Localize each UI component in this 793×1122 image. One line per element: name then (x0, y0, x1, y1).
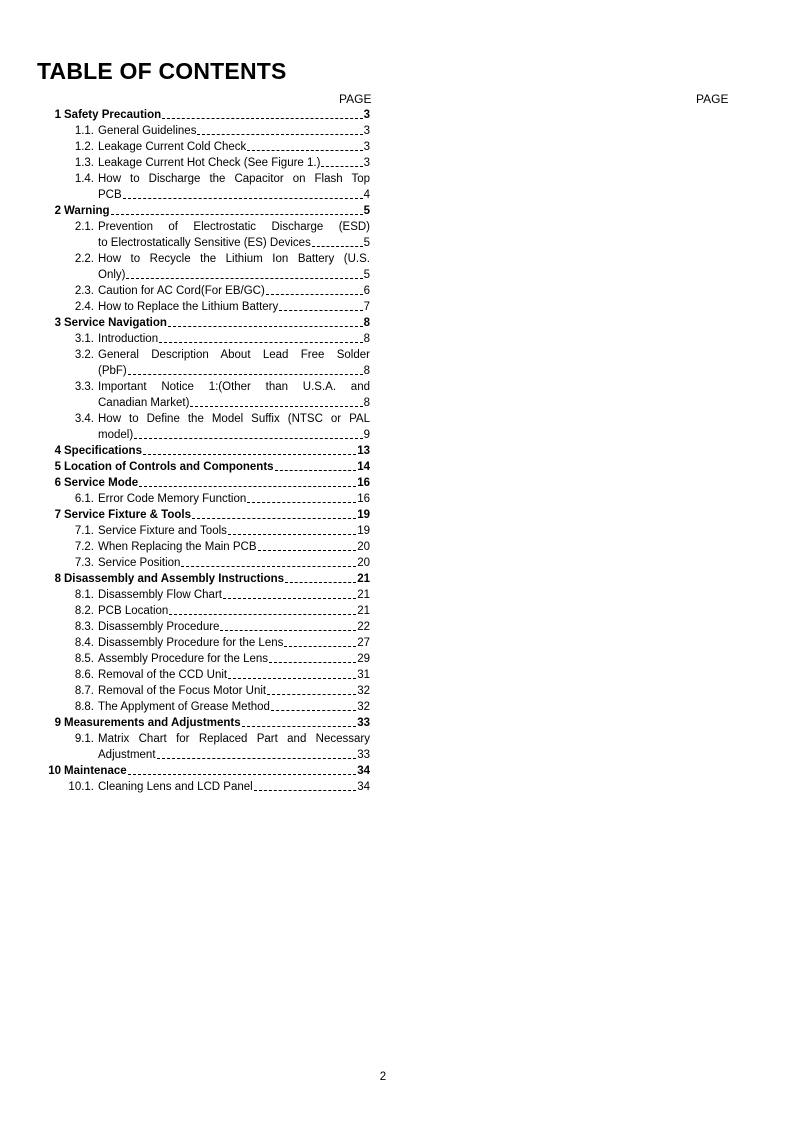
dot-leader (192, 507, 356, 519)
toc-subsection[interactable] (0, 523, 400, 539)
toc-subsection[interactable] (0, 123, 400, 139)
toc-entry-text (64, 571, 370, 587)
page-column-label-right: PAGE (696, 92, 729, 106)
toc-section[interactable] (0, 715, 400, 731)
toc-subsection[interactable] (0, 731, 400, 747)
toc-entry-number: 10.1. (68, 781, 94, 793)
toc-subsection[interactable] (0, 635, 400, 651)
toc-entry-number: 2.3. (74, 285, 94, 297)
dot-leader (247, 139, 362, 151)
toc-page-number: 5 (363, 269, 370, 281)
toc-entry-text (64, 443, 370, 459)
toc-entry-continuation[interactable] (0, 187, 400, 203)
dot-leader (139, 475, 356, 487)
toc-section[interactable] (0, 315, 400, 331)
dot-leader (197, 123, 362, 135)
dot-leader (269, 651, 356, 663)
dot-leader (190, 395, 362, 407)
toc-section[interactable] (0, 443, 400, 459)
toc-entry-label: The Applyment of Grease Method (98, 701, 270, 713)
toc-page-number: 21 (357, 589, 370, 601)
toc-page-number: 19 (357, 509, 370, 521)
toc-page-number: 16 (357, 493, 370, 505)
toc-entry-number: 7.3. (74, 557, 94, 569)
page-number: 2 (379, 1071, 387, 1083)
toc-entry-number: 2 (54, 205, 61, 217)
toc-entry-number: 2.2. (74, 253, 94, 265)
toc-section[interactable] (0, 107, 400, 123)
toc-entry-number: 10 (48, 765, 61, 777)
toc-entry-text (98, 299, 370, 315)
toc-subsection[interactable] (0, 779, 400, 795)
toc-entry-number: 8.7. (74, 685, 94, 697)
toc-entry-text (64, 459, 370, 475)
toc-subsection[interactable] (0, 587, 400, 603)
toc-entry-label: General Description About Lead Free Solder (98, 349, 370, 361)
toc-entry-label: Assembly Procedure for the Lens (98, 653, 269, 665)
toc-entry-continuation[interactable] (0, 427, 400, 443)
toc-subsection[interactable] (0, 603, 400, 619)
toc-page-number: 33 (357, 749, 370, 761)
toc-entry-text (98, 539, 370, 555)
toc-entry-label: How to Discharge the Capacitor on Flash Top (98, 173, 370, 185)
toc-subsection[interactable] (0, 331, 400, 347)
toc-entry-continuation[interactable] (0, 363, 400, 379)
toc-entry-number: 5 (54, 461, 61, 473)
dot-leader (275, 459, 357, 471)
page-title: TABLE OF CONTENTS (37, 58, 287, 84)
toc-entry-label: How to Recycle the Lithium Ion Battery (U.S. (98, 253, 370, 265)
toc-entry-label: Disassembly Procedure (98, 621, 220, 633)
toc-entry-label: Removal of the Focus Motor Unit (98, 685, 267, 697)
toc-entry-label: Service Position (98, 557, 181, 569)
toc-subsection[interactable] (0, 619, 400, 635)
toc-entry-text (64, 203, 370, 219)
toc-entry-label: Caution for AC Cord(For EB/GC) (98, 285, 265, 297)
dot-leader (271, 699, 356, 711)
dot-leader (128, 363, 363, 375)
dot-leader (254, 779, 356, 791)
toc-entry-label: Canadian Market) (98, 397, 190, 409)
toc-entry-label: How to Define the Model Suffix (NTSC or PAL (98, 413, 370, 425)
dot-leader (157, 747, 357, 759)
dot-leader (267, 683, 356, 695)
toc-page-number: 16 (357, 477, 370, 489)
toc-entry-label: Specifications (64, 445, 142, 457)
toc-page-number: 3 (363, 109, 370, 121)
toc-section[interactable] (0, 203, 400, 219)
toc-entry-label: Removal of the CCD Unit (98, 669, 228, 681)
toc-page-number: 34 (357, 765, 370, 777)
toc-entry-text (98, 683, 370, 699)
toc-entry-label: Service Fixture & Tools (64, 509, 191, 521)
toc-page-number: 32 (357, 685, 370, 697)
toc-entry-text (64, 715, 370, 731)
toc-page-number: 8 (363, 333, 370, 345)
toc-entry-number: 9.1. (74, 733, 94, 745)
toc-entry-text (98, 619, 370, 635)
toc-entry-label: Service Fixture and Tools (98, 525, 227, 537)
dot-leader (168, 315, 363, 327)
dot-leader (247, 491, 356, 503)
toc-entry-number: 8.3. (74, 621, 94, 633)
toc-entry-number: 4 (54, 445, 61, 457)
dot-leader (284, 635, 356, 647)
toc-entry-text (98, 747, 370, 763)
toc-subsection[interactable] (0, 667, 400, 683)
toc-entry-continuation[interactable] (0, 267, 400, 283)
toc-subsection[interactable] (0, 491, 400, 507)
toc-entry-text (98, 427, 370, 443)
toc-subsection[interactable] (0, 171, 400, 187)
toc-entry-text (98, 187, 370, 203)
toc-subsection[interactable] (0, 283, 400, 299)
toc-entry-continuation[interactable] (0, 235, 400, 251)
toc-entry-text (98, 555, 370, 571)
dot-leader (228, 523, 356, 535)
toc-entry-text (64, 507, 370, 523)
toc-entry-label: Matrix Chart for Replaced Part and Necessary (98, 733, 370, 745)
toc-entry-number: 7.2. (74, 541, 94, 553)
toc-entry-label: Important Notice 1:(Other than U.S.A. and (98, 381, 370, 393)
toc-entry-text (98, 123, 370, 139)
dot-leader (242, 715, 357, 727)
toc-entry-label: Leakage Current Cold Check (98, 141, 247, 153)
toc-subsection[interactable] (0, 251, 400, 267)
toc-entry-label: When Replacing the Main PCB (98, 541, 257, 553)
toc-entry-text (64, 475, 370, 491)
toc-page-number: 6 (363, 285, 370, 297)
dot-leader (321, 155, 362, 167)
toc-page-number: 3 (363, 157, 370, 169)
toc-entry-number: 8.8. (74, 701, 94, 713)
toc-entry-label: Only) (98, 269, 126, 281)
dot-leader (134, 427, 362, 439)
toc-entry-label: Cleaning Lens and LCD Panel (98, 781, 253, 793)
toc-entry-label: Measurements and Adjustments (64, 717, 241, 729)
toc-entry-number: 7 (54, 509, 61, 521)
toc-entry-number: 3 (54, 317, 61, 329)
toc-entry-number: 6 (54, 477, 61, 489)
dot-leader (312, 235, 363, 247)
toc-page-number: 20 (357, 557, 370, 569)
dot-leader (279, 299, 362, 311)
toc-entry-text (98, 779, 370, 795)
dot-leader (169, 603, 356, 615)
toc-entry-number: 1.3. (74, 157, 94, 169)
toc-entry-number: 1.2. (74, 141, 94, 153)
dot-leader (111, 203, 363, 215)
toc-subsection[interactable] (0, 411, 400, 427)
toc-entry-text (98, 267, 370, 283)
toc-entry-label: PCB (98, 189, 122, 201)
toc-page-number: 7 (363, 301, 370, 313)
toc-entry-number: 6.1. (74, 493, 94, 505)
toc-page-number: 5 (363, 205, 370, 217)
toc-entry-number: 8.6. (74, 669, 94, 681)
toc-page-number: 14 (357, 461, 370, 473)
toc-page-number: 21 (357, 573, 370, 585)
toc-entry-label: Introduction (98, 333, 159, 345)
toc-entry-label: Warning (64, 205, 110, 217)
toc-entry-label: Safety Precaution (64, 109, 162, 121)
toc-entry-number: 2.4. (74, 301, 94, 313)
toc-page-number: 34 (357, 781, 370, 793)
toc-page-number: 8 (363, 365, 370, 377)
toc-page-number: 22 (357, 621, 370, 633)
toc-subsection[interactable] (0, 347, 400, 363)
toc-entry-label: model) (98, 429, 134, 441)
toc-entry-number: 8.5. (74, 653, 94, 665)
toc-entry-text (98, 635, 370, 651)
dot-leader (143, 443, 356, 455)
dot-leader (228, 667, 356, 679)
toc-entry-label: Adjustment (98, 749, 156, 761)
toc-entry-number: 3.3. (74, 381, 94, 393)
toc-entry-number: 3.2. (74, 349, 94, 361)
dot-leader (159, 331, 362, 343)
toc-list (0, 107, 400, 795)
toc-entry-text (98, 331, 370, 347)
toc-entry-number: 9 (54, 717, 61, 729)
toc-entry-text (98, 699, 370, 715)
toc-section[interactable] (0, 459, 400, 475)
toc-entry-number: 8 (54, 573, 61, 585)
toc-page-number: 8 (363, 317, 370, 329)
toc-entry-label: Prevention of Electrostatic Discharge (ESD) (98, 221, 370, 233)
toc-entry-text (64, 315, 370, 331)
toc-entry-label: Disassembly Flow Chart (98, 589, 222, 601)
dot-leader (285, 571, 356, 583)
toc-entry-label: Location of Controls and Components (64, 461, 274, 473)
toc-subsection[interactable] (0, 155, 400, 171)
page-column-label: PAGE (339, 92, 372, 106)
toc-section[interactable] (0, 507, 400, 523)
toc-entry-label: Leakage Current Hot Check (See Figure 1.) (98, 157, 321, 169)
toc-entry-label: How to Replace the Lithium Battery (98, 301, 279, 313)
toc-entry-label: Error Code Memory Function (98, 493, 247, 505)
dot-leader (181, 555, 356, 567)
toc-page-number: 5 (363, 237, 370, 249)
dot-leader (162, 107, 362, 119)
toc-entry-number: 7.1. (74, 525, 94, 537)
toc-entry-number: 8.4. (74, 637, 94, 649)
toc-page-number: 31 (357, 669, 370, 681)
dot-leader (258, 539, 357, 551)
toc-entry-text (98, 667, 370, 683)
toc-subsection[interactable] (0, 539, 400, 555)
toc-entry-number: 1.1. (74, 125, 94, 137)
dot-leader (126, 267, 362, 279)
toc-entry-label: Disassembly and Assembly Instructions (64, 573, 285, 585)
toc-entry-text (98, 363, 370, 379)
dot-leader (128, 763, 357, 775)
toc-entry-label: to Electrostatically Sensitive (ES) Devices (98, 237, 311, 249)
dot-leader (266, 283, 363, 295)
dot-leader (223, 587, 356, 599)
toc-entry-number: 1.4. (74, 173, 94, 185)
toc-page-number: 3 (363, 141, 370, 153)
toc-subsection[interactable] (0, 379, 400, 395)
toc-entry-text (64, 763, 370, 779)
toc-entry-label: Service Mode (64, 477, 139, 489)
toc-page-number: 3 (363, 125, 370, 137)
toc-entry-text (98, 587, 370, 603)
dot-leader (123, 187, 363, 199)
toc-entry-label: (PbF) (98, 365, 127, 377)
toc-page-number: 21 (357, 605, 370, 617)
toc-entry-text (98, 523, 370, 539)
toc-entry-label: Maintenace (64, 765, 127, 777)
toc-entry-text (98, 395, 370, 411)
toc-page-number: 20 (357, 541, 370, 553)
toc-entry-label: Service Navigation (64, 317, 167, 329)
toc-page-number: 32 (357, 701, 370, 713)
toc-page-number: 13 (357, 445, 370, 457)
toc-section[interactable] (0, 763, 400, 779)
toc-entry-number: 1 (54, 109, 61, 121)
toc-subsection[interactable] (0, 139, 400, 155)
toc-page-number: 29 (357, 653, 370, 665)
dot-leader (220, 619, 356, 631)
toc-page-number: 33 (357, 717, 370, 729)
toc-subsection[interactable] (0, 683, 400, 699)
toc-entry-continuation[interactable] (0, 747, 400, 763)
toc-entry-text (98, 651, 370, 667)
toc-entry-label: Disassembly Procedure for the Lens (98, 637, 284, 649)
toc-entry-number: 2.1. (74, 221, 94, 233)
toc-section[interactable] (0, 571, 400, 587)
toc-entry-text (98, 283, 370, 299)
toc-subsection[interactable] (0, 299, 400, 315)
toc-entry-text (98, 603, 370, 619)
toc-subsection[interactable] (0, 651, 400, 667)
toc-entry-text (98, 155, 370, 171)
toc-entry-continuation[interactable] (0, 395, 400, 411)
toc-page-number: 19 (357, 525, 370, 537)
toc-page-number: 9 (363, 429, 370, 441)
toc-subsection[interactable] (0, 699, 400, 715)
toc-entry-number: 8.1. (74, 589, 94, 601)
toc-subsection[interactable] (0, 219, 400, 235)
toc-entry-label: General Guidelines (98, 125, 197, 137)
toc-entry-text (98, 139, 370, 155)
toc-page-number: 27 (357, 637, 370, 649)
toc-page-number: 8 (363, 397, 370, 409)
toc-entry-text (98, 491, 370, 507)
toc-entry-number: 8.2. (74, 605, 94, 617)
toc-entry-label: PCB Location (98, 605, 169, 617)
toc-subsection[interactable] (0, 555, 400, 571)
toc-section[interactable] (0, 475, 400, 491)
toc-page-number: 4 (363, 189, 370, 201)
toc-entry-text (64, 107, 370, 123)
toc-entry-number: 3.1. (74, 333, 94, 345)
toc-entry-number: 3.4. (74, 413, 94, 425)
toc-entry-text (98, 235, 370, 251)
